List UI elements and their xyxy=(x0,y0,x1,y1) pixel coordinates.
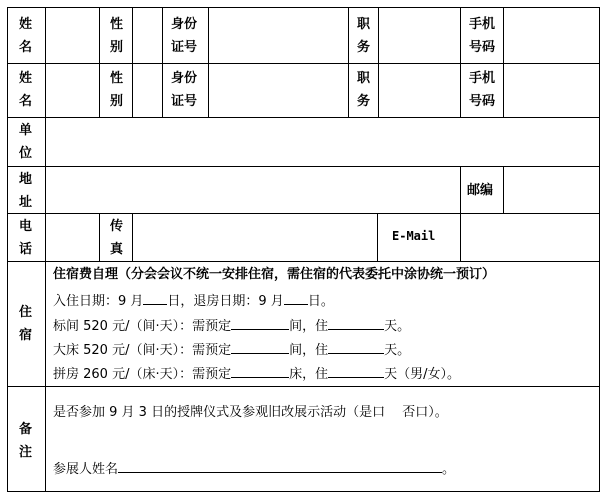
email-label: E-Mail xyxy=(392,229,436,243)
exhibitor-name-line: 参展人姓名 。 xyxy=(53,458,455,479)
grid-line xyxy=(132,213,133,261)
lodging-title: 住宿费自理（分会会议不统一安排住宿，需住宿的代表委托中涂协统一预订） xyxy=(53,267,496,282)
mobile-label-2: 手机 号码 xyxy=(469,71,496,109)
grid-line xyxy=(99,7,100,117)
grid-line xyxy=(7,386,600,387)
grid-line xyxy=(348,7,349,117)
position-label-1: 职 务 xyxy=(357,17,371,55)
phone-label: 电 话 xyxy=(19,219,33,257)
grid-line xyxy=(460,166,461,261)
position-label-2: 职 务 xyxy=(357,71,371,109)
grid-line xyxy=(460,7,461,117)
id-number-label-1: 身份 证号 xyxy=(171,17,198,55)
shared-room-days-blank[interactable] xyxy=(328,363,384,378)
lodging-label: 住 宿 xyxy=(19,305,33,343)
grid-line xyxy=(7,491,600,492)
name-label-2: 姓 名 xyxy=(19,71,33,109)
king-room-line: 大床 520 元/（间·天）：需预定 间，住 天。 xyxy=(53,339,410,360)
fax-label: 传 真 xyxy=(110,219,124,257)
id-number-label-2: 身份 证号 xyxy=(171,71,198,109)
remarks-label: 备 注 xyxy=(19,422,33,460)
gender-label-2: 性 别 xyxy=(110,71,124,109)
grid-line xyxy=(7,213,600,214)
grid-line xyxy=(7,117,600,118)
grid-line xyxy=(208,7,209,117)
gender-label-1: 性 别 xyxy=(110,17,124,55)
unit-label: 单 位 xyxy=(19,123,33,161)
grid-line xyxy=(7,63,600,64)
standard-room-days-blank[interactable] xyxy=(328,315,384,330)
grid-line xyxy=(7,7,600,8)
ceremony-question: 是否参加 9 月 3 日的授牌仪式及参观旧改展示活动（是口 否口）。 xyxy=(53,405,448,420)
exhibitor-name-blank[interactable] xyxy=(118,458,442,473)
grid-line xyxy=(377,213,378,261)
address-label: 地 址 xyxy=(19,172,33,210)
grid-line xyxy=(7,166,600,167)
grid-line xyxy=(503,166,504,213)
grid-line xyxy=(7,261,600,262)
standard-room-count-blank[interactable] xyxy=(231,315,289,330)
grid-line xyxy=(132,7,133,117)
shared-bed-count-blank[interactable] xyxy=(231,363,289,378)
mobile-label-1: 手机 号码 xyxy=(469,17,496,55)
shared-room-line: 拼房 260 元/（床·天）：需预定 床，住 天（男/女）。 xyxy=(53,363,460,384)
grid-line xyxy=(162,7,163,117)
postcode-label: 邮编 xyxy=(467,183,494,198)
king-room-count-blank[interactable] xyxy=(231,339,289,354)
grid-line xyxy=(7,7,8,492)
checkin-line: 入住日期：9 月 日，退房日期：9 月 日。 xyxy=(53,290,334,311)
grid-line xyxy=(99,213,100,261)
grid-line xyxy=(503,7,504,117)
checkout-day-blank[interactable] xyxy=(284,290,308,305)
standard-room-line: 标间 520 元/（间·天）：需预定 间，住 天。 xyxy=(53,315,410,336)
name-label-1: 姓 名 xyxy=(19,17,33,55)
grid-line xyxy=(45,7,46,492)
grid-line xyxy=(378,7,379,117)
checkin-day-blank[interactable] xyxy=(143,290,167,305)
king-room-days-blank[interactable] xyxy=(328,339,384,354)
